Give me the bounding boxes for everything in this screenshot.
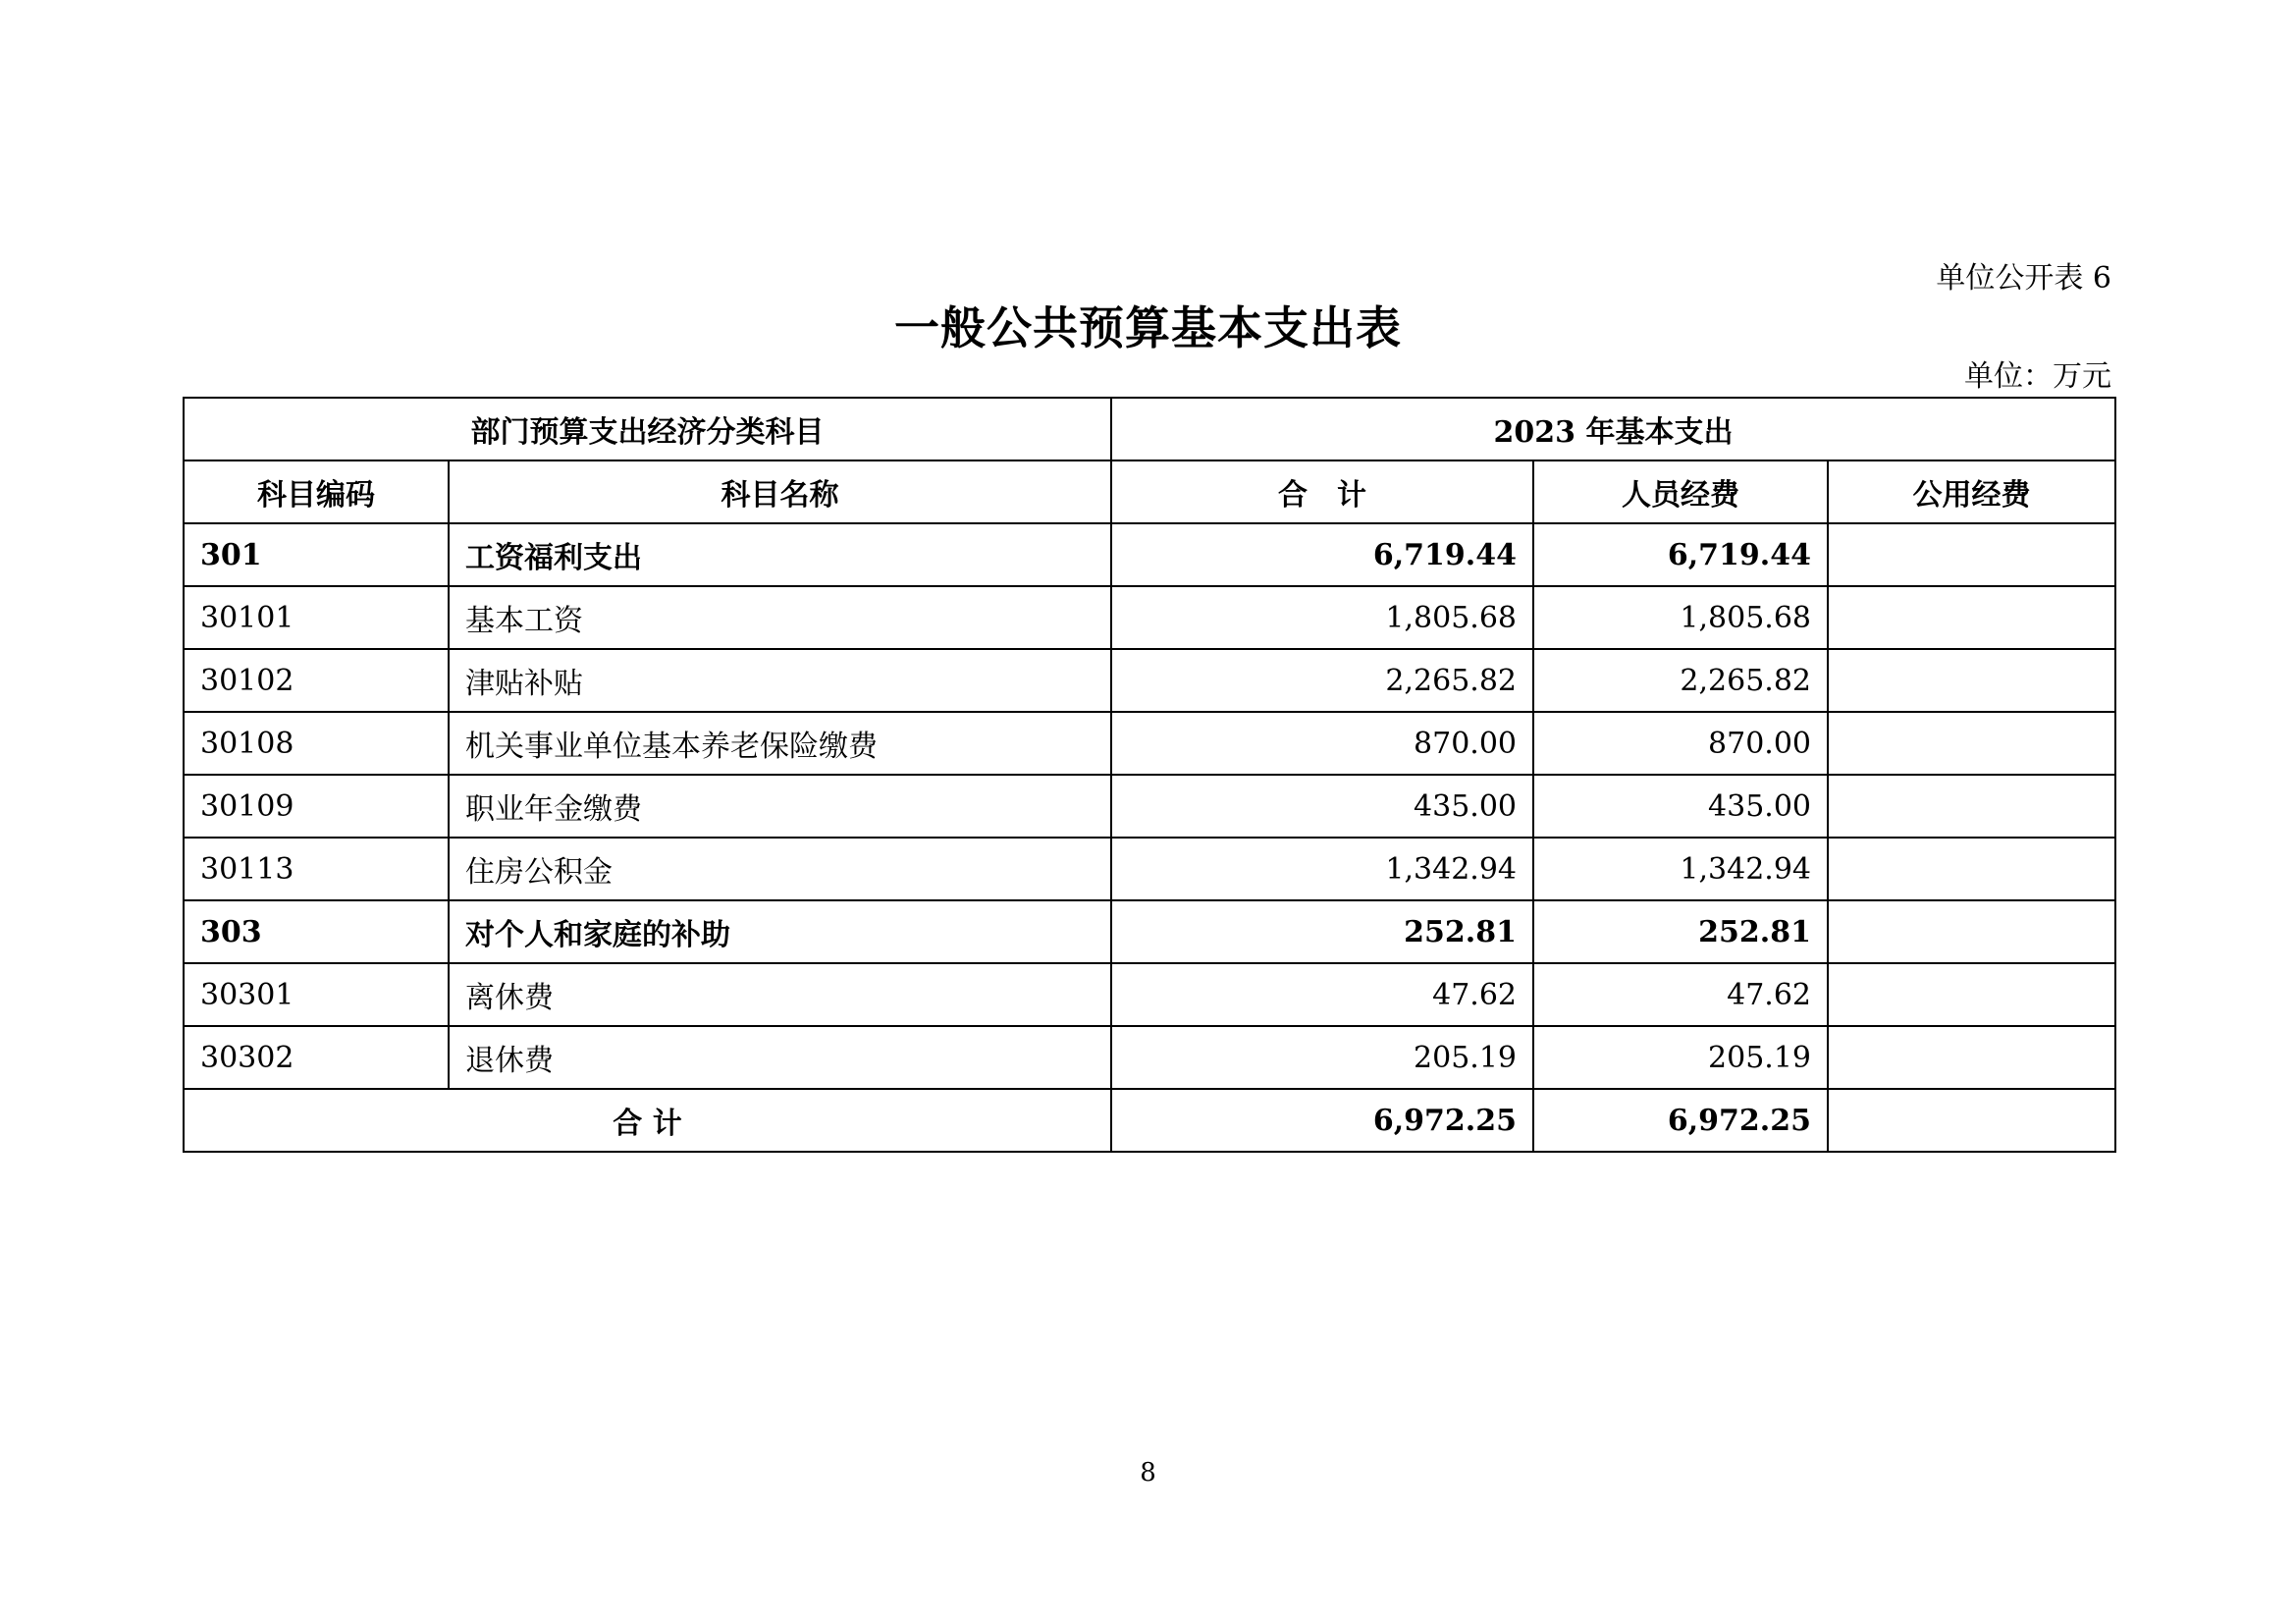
row-total: 252.81 — [1111, 900, 1533, 963]
table-row — [184, 1026, 2115, 1089]
row-name: 离休费 — [449, 963, 1111, 1026]
summary-personnel: 6,972.25 — [1533, 1089, 1828, 1152]
page-number: 8 — [1140, 1458, 1156, 1488]
header-total: 合 计 — [1111, 460, 1533, 523]
row-code: 30113 — [184, 838, 449, 900]
form-number: 单位公开表 6 — [1936, 261, 2111, 296]
row-code: 30102 — [184, 649, 449, 712]
row-personnel: 870.00 — [1533, 712, 1828, 775]
row-total: 870.00 — [1111, 712, 1533, 775]
row-public — [1828, 900, 2115, 963]
row-public — [1828, 712, 2115, 775]
row-personnel: 47.62 — [1533, 963, 1828, 1026]
table-row — [184, 649, 2115, 712]
row-personnel: 205.19 — [1533, 1026, 1828, 1089]
row-public — [1828, 586, 2115, 649]
header-basic-expenditure: 2023 年基本支出 — [1111, 398, 2115, 460]
row-code: 301 — [184, 523, 449, 586]
row-total: 205.19 — [1111, 1026, 1533, 1089]
row-total: 2,265.82 — [1111, 649, 1533, 712]
row-personnel: 252.81 — [1533, 900, 1828, 963]
row-public — [1828, 963, 2115, 1026]
header-group-row — [184, 398, 2115, 460]
row-total: 435.00 — [1111, 775, 1533, 838]
row-code: 303 — [184, 900, 449, 963]
row-name: 退休费 — [449, 1026, 1111, 1089]
row-public — [1828, 838, 2115, 900]
row-name: 住房公积金 — [449, 838, 1111, 900]
row-personnel: 1,342.94 — [1533, 838, 1828, 900]
summary-public — [1828, 1089, 2115, 1152]
row-public — [1828, 1026, 2115, 1089]
row-public — [1828, 775, 2115, 838]
unit-label: 单位：万元 — [1964, 359, 2111, 394]
summary-label: 合 计 — [184, 1089, 1111, 1152]
table-row — [184, 775, 2115, 838]
summary-row — [184, 1089, 2115, 1152]
row-total: 1,805.68 — [1111, 586, 1533, 649]
header-code: 科目编码 — [184, 460, 449, 523]
row-name: 职业年金缴费 — [449, 775, 1111, 838]
header-name: 科目名称 — [449, 460, 1111, 523]
row-personnel: 1,805.68 — [1533, 586, 1828, 649]
row-total: 47.62 — [1111, 963, 1533, 1026]
row-personnel: 2,265.82 — [1533, 649, 1828, 712]
row-code: 30301 — [184, 963, 449, 1026]
table-row — [184, 900, 2115, 963]
row-code: 30101 — [184, 586, 449, 649]
row-public — [1828, 649, 2115, 712]
table-row — [184, 963, 2115, 1026]
row-code: 30108 — [184, 712, 449, 775]
budget-table — [183, 397, 2116, 1153]
row-total: 6,719.44 — [1111, 523, 1533, 586]
header-classification: 部门预算支出经济分类科目 — [184, 398, 1111, 460]
row-personnel: 6,719.44 — [1533, 523, 1828, 586]
row-name: 津贴补贴 — [449, 649, 1111, 712]
row-personnel: 435.00 — [1533, 775, 1828, 838]
header-public: 公用经费 — [1828, 460, 2115, 523]
page-title: 一般公共预算基本支出表 — [894, 301, 1402, 354]
row-name: 机关事业单位基本养老保险缴费 — [449, 712, 1111, 775]
row-name: 对个人和家庭的补助 — [449, 900, 1111, 963]
summary-total: 6,972.25 — [1111, 1089, 1533, 1152]
table-row — [184, 712, 2115, 775]
header-columns-row — [184, 460, 2115, 523]
row-code: 30302 — [184, 1026, 449, 1089]
row-code: 30109 — [184, 775, 449, 838]
row-total: 1,342.94 — [1111, 838, 1533, 900]
table-row — [184, 838, 2115, 900]
table-row — [184, 523, 2115, 586]
table-row — [184, 586, 2115, 649]
row-public — [1828, 523, 2115, 586]
row-name: 工资福利支出 — [449, 523, 1111, 586]
row-name: 基本工资 — [449, 586, 1111, 649]
header-personnel: 人员经费 — [1533, 460, 1828, 523]
